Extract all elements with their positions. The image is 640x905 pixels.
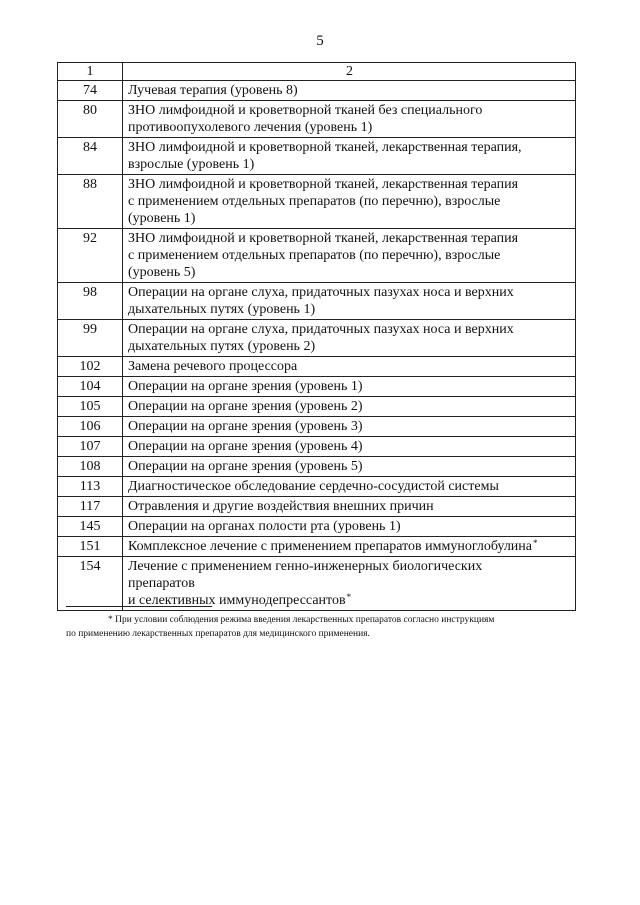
row-code: 145 [58, 517, 123, 537]
row-code: 88 [58, 175, 123, 229]
row-description [123, 377, 576, 397]
header-col-2: 2 [123, 63, 576, 81]
row-code: 154 [58, 557, 123, 611]
description-line: противоопухолевого лечения (уровень 1) [128, 120, 373, 135]
row-code: 92 [58, 229, 123, 283]
row-description [123, 357, 576, 377]
table-row [58, 138, 576, 175]
page-number: 5 [316, 33, 324, 49]
row-description [123, 175, 576, 229]
row-description [123, 81, 576, 101]
row-code: 117 [58, 497, 123, 517]
row-code: 80 [58, 101, 123, 138]
row-code: 84 [58, 138, 123, 175]
groups-table [57, 62, 576, 611]
description-line: взрослые (уровень 1) [128, 157, 255, 172]
footnote-mark: * [533, 538, 538, 548]
description-line: Диагностическое обследование сердечно-сосудистой системы [128, 479, 499, 494]
description-line: (уровень 1) [128, 211, 196, 226]
row-code: 99 [58, 320, 123, 357]
description-line: (уровень 5) [128, 265, 196, 280]
description-line: Лучевая терапия (уровень 8) [128, 83, 298, 98]
table-row [58, 457, 576, 477]
table-body [58, 63, 576, 611]
table-row [58, 497, 576, 517]
table-header-row [58, 63, 576, 81]
table-row [58, 537, 576, 557]
header-col-1: 1 [58, 63, 123, 81]
description-line: дыхательных путях (уровень 2) [128, 339, 316, 354]
table-row [58, 417, 576, 437]
table-row [58, 377, 576, 397]
description-line: Замена речевого процессора [128, 359, 298, 374]
row-description [123, 397, 576, 417]
table-row [58, 397, 576, 417]
description-line: Комплексное лечение с применением препаратов иммуноглобулина [128, 539, 532, 554]
description-line: с применением отдельных препаратов (по перечню), взрослые [128, 248, 501, 263]
description-line: ЗНО лимфоидной и кроветворной тканей, лекарственная терапия [128, 231, 519, 246]
row-description [123, 138, 576, 175]
row-code: 98 [58, 283, 123, 320]
row-code: 105 [58, 397, 123, 417]
row-description [123, 517, 576, 537]
description-line: ЗНО лимфоидной и кроветворной тканей, лекарственная терапия, [128, 140, 522, 155]
footnote-mark: * [346, 592, 352, 602]
footnote [66, 613, 578, 641]
table-row [58, 557, 576, 611]
row-description [123, 229, 576, 283]
table-row [58, 320, 576, 357]
description-line: Операции на органе слуха, придаточных пазухах носа и верхних [128, 285, 514, 300]
row-code: 113 [58, 477, 123, 497]
table-row [58, 229, 576, 283]
row-code: 107 [58, 437, 123, 457]
footnote-line-1: * При условии соблюдения режима введения лекарственных препаратов согласно инструкциям [108, 615, 495, 625]
row-description [123, 101, 576, 138]
row-code: 106 [58, 417, 123, 437]
row-description [123, 320, 576, 357]
row-code: 104 [58, 377, 123, 397]
footnote-separator [66, 606, 212, 607]
description-line: Отравления и другие воздействия внешних причин [128, 499, 434, 514]
description-line: Операции на органах полости рта (уровень 1) [128, 519, 401, 534]
description-line: ЗНО лимфоидной и кроветворной тканей, лекарственная терапия [128, 177, 519, 192]
row-description [123, 537, 576, 557]
row-code: 108 [58, 457, 123, 477]
description-line: Операции на органе зрения (уровень 3) [128, 419, 363, 434]
row-code: 151 [58, 537, 123, 557]
description-line: Операции на органе зрения (уровень 5) [128, 459, 363, 474]
footnote-line-2: по применению лекарственных препаратов для медицинского применения. [66, 629, 370, 639]
table-row [58, 101, 576, 138]
row-description [123, 497, 576, 517]
table-row [58, 477, 576, 497]
table-row [58, 517, 576, 537]
row-description [123, 557, 576, 611]
row-description [123, 417, 576, 437]
description-line: препаратов [128, 576, 195, 591]
table-row [58, 283, 576, 320]
row-description [123, 477, 576, 497]
description-line: Операции на органе зрения (уровень 1) [128, 379, 363, 394]
row-description [123, 457, 576, 477]
table-row [58, 81, 576, 101]
table-row [58, 357, 576, 377]
description-line: Операции на органе зрения (уровень 2) [128, 399, 363, 414]
row-code: 102 [58, 357, 123, 377]
description-line: Операции на органе зрения (уровень 4) [128, 439, 363, 454]
row-description [123, 283, 576, 320]
description-line: Операции на органе слуха, придаточных пазухах носа и верхних [128, 322, 514, 337]
description-line: и селективных иммунодепрессантов [128, 593, 346, 608]
table-row [58, 437, 576, 457]
description-line: с применением отдельных препаратов (по перечню), взрослые [128, 194, 501, 209]
row-code: 74 [58, 81, 123, 101]
description-line: ЗНО лимфоидной и кроветворной тканей без специального [128, 103, 483, 118]
description-line: Лечение с применением генно-инженерных биологических [128, 559, 483, 574]
description-line: дыхательных путях (уровень 1) [128, 302, 316, 317]
row-description [123, 437, 576, 457]
table-row [58, 175, 576, 229]
